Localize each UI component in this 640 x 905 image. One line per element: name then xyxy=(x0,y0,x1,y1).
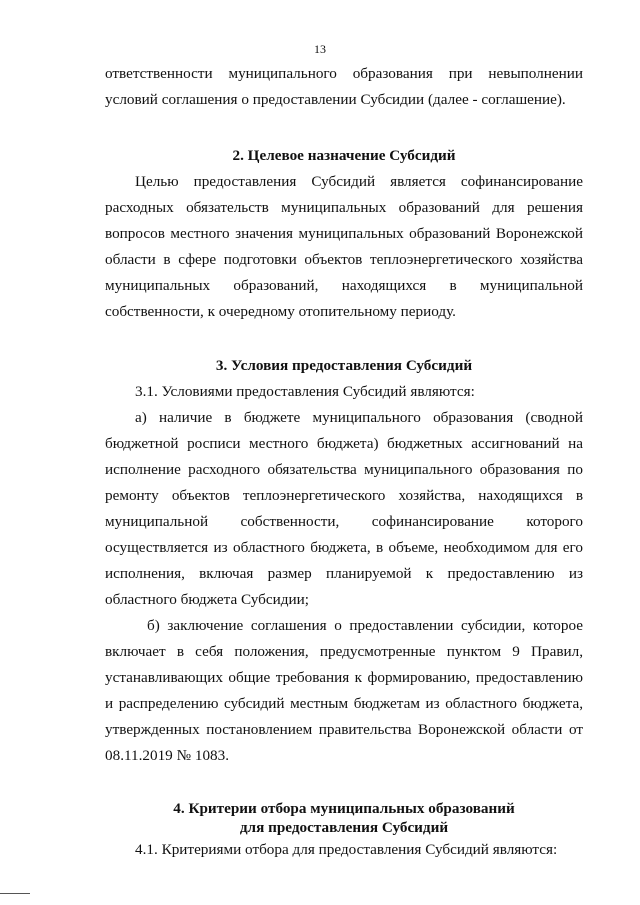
section-gap xyxy=(105,769,583,799)
item-3-1-b: б) заключение соглашения о предоставлении субсидии, которое включает в себя положения, предусмотренные пунктом 9 Правил, устанавливающих общие требования к формированию, предоставлению и распределению субсидий местным бюджетам из областного бюджета, утвержденных постановлением правительства Воронежской области от 08.11.2019 № 1083. xyxy=(105,617,583,764)
section-gap xyxy=(105,113,583,143)
section-4-heading-line-2: для предоставления Субсидий xyxy=(239,819,449,836)
document-body xyxy=(105,61,583,863)
item-4-1: 4.1. Критериями отбора для предоставления Субсидий являются: xyxy=(135,841,558,858)
section-2-paragraph: Целью предоставления Субсидий является софинансирование расходных обязательств муниципальных образований для решения вопросов местного значения муниципальных образований Воронежской области в сфере подготовки объектов теплоэнергетического хозяйства муниципальных образований, находящихся в муниципальной собственности, к очередному отопительному периоду. xyxy=(105,173,583,320)
margin-mark xyxy=(0,893,30,894)
section-3-heading: 3. Условия предоставления Субсидий xyxy=(215,357,473,374)
intro-paragraph: ответственности муниципального образования при невыполнении условий соглашения о предоставлении Субсидии (далее - соглашение). xyxy=(105,65,583,108)
section-2-heading: 2. Целевое назначение Субсидий xyxy=(232,147,456,164)
item-3-1-a: а) наличие в бюджете муниципального образования (сводной бюджетной росписи местного бюджета) бюджетных ассигнований на исполнение расходного обязательства муниципального образования по ремонту объектов теплоэнергетического хозяйства, находящихся в муниципальной собственности, софинансирование которого осуществляется из областного бюджета, в объеме, необходимом для его исполнения, включая размер планируемой к предоставлению из областного бюджета Субсидии; xyxy=(105,409,583,608)
section-4-heading-line-1: 4. Критерии отбора муниципальных образований xyxy=(173,800,515,817)
section-gap xyxy=(105,325,583,353)
item-3-1: 3.1. Условиями предоставления Субсидий являются: xyxy=(135,383,475,400)
page-number: 13 xyxy=(314,42,326,56)
